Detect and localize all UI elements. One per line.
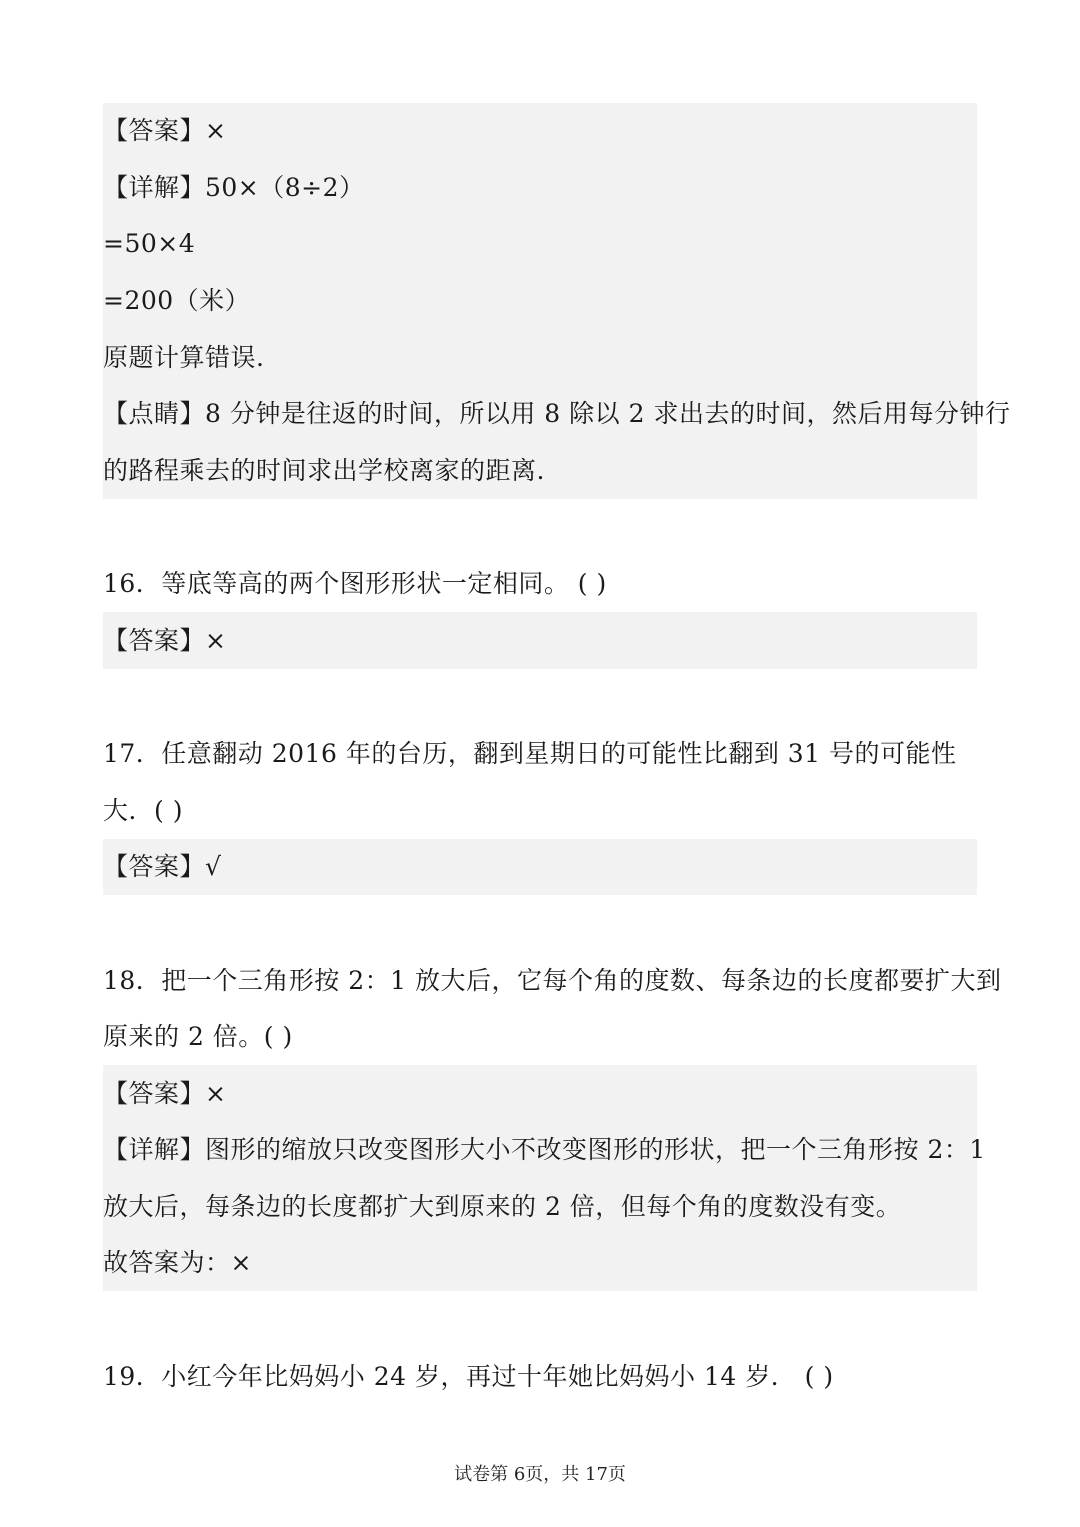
answer-block-17: [103, 839, 977, 895]
page-footer: 试卷第 6页，共 17页: [454, 1464, 626, 1485]
answer-15: 【答案】×: [103, 116, 227, 145]
question-19: 19．小红今年比妈妈小 24 岁，再过十年她比妈妈小 14 岁． ( ): [103, 1362, 834, 1391]
question-17-line-1: 17．任意翻动 2016 年的台历，翻到星期日的可能性比翻到 31 号的可能性: [103, 739, 957, 768]
detail-15-line-3: =200（米）: [103, 286, 251, 315]
question-18-line-1: 18．把一个三角形按 2：1 放大后，它每个角的度数、每条边的长度都要扩大到: [103, 966, 1002, 995]
question-16: 16．等底等高的两个图形形状一定相同。 ( ): [103, 569, 607, 598]
answer-18: 【答案】×: [103, 1079, 227, 1108]
answer-16: 【答案】×: [103, 626, 227, 655]
detail-15-line-2: =50×4: [103, 229, 196, 258]
detail-15-line-4: 原题计算错误.: [103, 343, 265, 372]
question-17-line-2: 大．( ): [103, 796, 183, 825]
detail-15-line-1: 【详解】50×（8÷2）: [103, 173, 365, 202]
question-18-line-2: 原来的 2 倍。( ): [103, 1022, 293, 1051]
detail-18-line-3: 故答案为：×: [103, 1248, 252, 1277]
answer-block-16: [103, 612, 977, 669]
note-15-line-2: 的路程乘去的时间求出学校离家的距离.: [103, 456, 545, 485]
detail-18-line-1: 【详解】图形的缩放只改变图形大小不改变图形的形状，把一个三角形按 2：1: [103, 1135, 986, 1164]
note-15-line-1: 【点睛】8 分钟是往返的时间，所以用 8 除以 2 求出去的时间，然后用每分钟行: [103, 399, 1011, 428]
detail-18-line-2: 放大后，每条边的长度都扩大到原来的 2 倍，但每个角的度数没有变。: [103, 1192, 902, 1221]
answer-17: 【答案】√: [103, 852, 222, 881]
